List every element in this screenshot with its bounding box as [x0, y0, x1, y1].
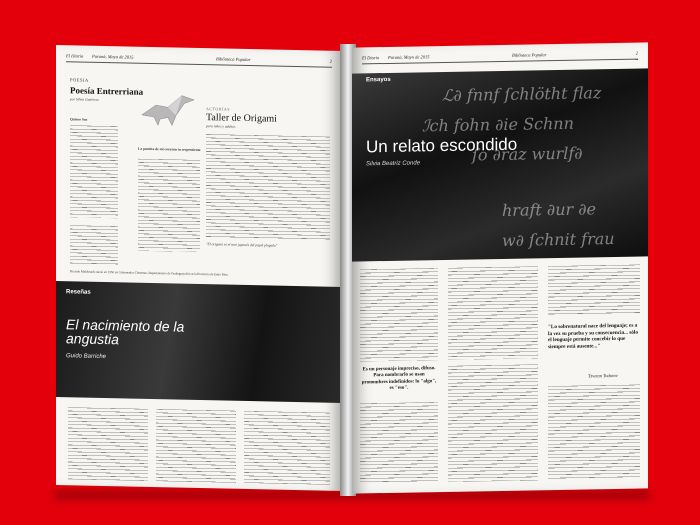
poem-credit: Ricardo Maldonado nació en 1950 en Gobernador Clemente, Departamento de Gualeguaychú en la Provincia de Entre Ríos. [70, 269, 229, 277]
handwriting-texture: ℐch fohn ∂ie Schnn [422, 113, 574, 136]
poetry-label: POESIA [70, 77, 89, 83]
manuscript-photo [352, 68, 648, 261]
workshop-title: Taller de Origami [206, 112, 277, 125]
article-text-column-1 [360, 268, 438, 361]
handwriting-texture: w∂ ſchnit frau [502, 228, 615, 250]
poem-2-title: La puntita de mi corazón tu serpentiente [138, 146, 201, 153]
pull-quote-right: "Lo sobrenatural nace del lenguaje; es a la vez su prueba y su consecuencia... sólo el lenguaje permite concebir lo que siempre está ausente..." [548, 322, 638, 350]
article-text-column-3 [548, 265, 640, 317]
article-author: Silvia Beatriz Conde [366, 160, 421, 168]
header-section: Biblioteca Popular [512, 52, 547, 58]
origami-dinosaur-image [138, 85, 198, 128]
right-page [352, 42, 648, 493]
poem-text-column-2 [70, 225, 118, 266]
workshop-tag: ACTORÍAS [206, 106, 230, 112]
right-page-header [362, 49, 638, 65]
handwriting-texture: hraft ∂ur ∂e [502, 199, 596, 220]
feature-author: Guido Barriche [66, 353, 107, 361]
header-paper-name: El Diario [362, 55, 380, 61]
header-paper-name: El Diario [66, 53, 84, 59]
article-text-column-3b [548, 385, 640, 481]
poetry-author: por Silvia Gutiérrez [70, 97, 99, 102]
feature-photo [56, 281, 342, 403]
feature-section-label: Reseñas [66, 289, 91, 296]
poem-title: Quince Sus [70, 117, 88, 122]
feature-title: El nacimiento de la angustia [66, 316, 185, 348]
section-tag: Ensayos [366, 76, 391, 84]
feature-text-column-1 [68, 407, 148, 481]
poetry-title: Poesía Entrerriana [70, 85, 144, 97]
pull-quote-attribution: Tzvetan Todorov [588, 372, 618, 379]
left-page-header [66, 51, 332, 68]
poem-2-text [138, 159, 200, 252]
page-number: 2 [635, 50, 638, 56]
workshop-quote: "El origami es el arte japonés del papel plegado" [206, 242, 278, 248]
workshop-text [206, 134, 330, 241]
handwriting-texture: ℒ∂ fnnf ſchlötht flaz [442, 83, 602, 106]
pull-quote-left: Es un personaje impreciso, difuso. Para nombrarlo se usan pronombres indefinidos: lo "algo", es "eso". [361, 366, 437, 392]
feature-text-column-2 [156, 409, 236, 483]
left-page [56, 45, 342, 491]
article-text-column-1b [360, 402, 438, 483]
poem-text-column-1 [70, 125, 118, 218]
header-date: Paraná, Mayo de 2015 [388, 54, 430, 60]
header-section: Biblioteca Popular [216, 56, 251, 63]
handwriting-texture: ſo ∂raz wurlf∂ [472, 143, 583, 165]
header-date: Paraná, Mayo de 2015 [92, 53, 134, 60]
page-number: 2 [329, 58, 332, 64]
article-text-column-2 [448, 266, 538, 360]
article-text-column-2b [448, 364, 538, 482]
article-title: Un relato escondido [366, 134, 518, 157]
feature-text-column-3 [244, 411, 330, 485]
workshop-subtitle: para niños y adultos [206, 124, 236, 129]
